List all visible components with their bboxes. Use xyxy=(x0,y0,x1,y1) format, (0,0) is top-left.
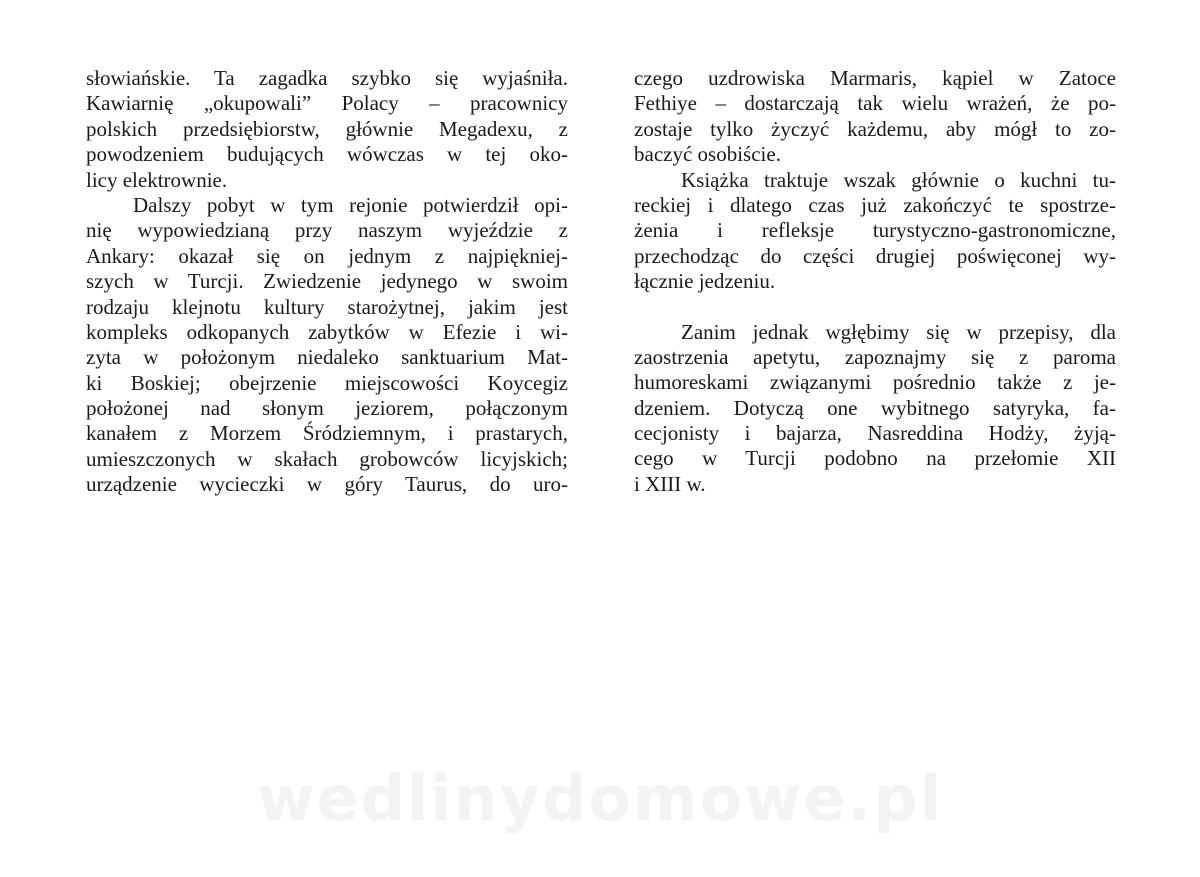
text-line: humoreskami związanymi pośrednio także z je- xyxy=(634,370,1116,395)
text-line: zostaje tylko życzyć każdemu, aby mógł to zo- xyxy=(634,116,1116,141)
text-line: cecjonisty i bajarza, Nasreddina Hodży, żyją- xyxy=(634,421,1116,446)
text-line: polskich przedsiębiorstw, głównie Megadexu, z xyxy=(86,116,568,141)
text-line: dzeniem. Dotyczą one wybitnego satyryka, fa- xyxy=(634,395,1116,420)
text-line: cego w Turcji podobno na przełomie XII xyxy=(634,446,1116,471)
text-line: nię wypowiedzianą przy naszym wyjeździe z xyxy=(86,218,568,243)
text-line: żenia i refleksje turystyczno-gastronomiczne, xyxy=(634,218,1116,243)
text-line: ki Boskiej; obejrzenie miejscowości Koycegiz xyxy=(86,370,568,395)
text-line: Fethiye – dostarczają tak wielu wrażeń, że po- xyxy=(634,91,1116,116)
text-line: słowiańskie. Ta zagadka szybko się wyjaśniła. xyxy=(86,66,568,90)
text-line: przechodząc do części drugiej poświęconej wy- xyxy=(634,243,1116,268)
right-text-column xyxy=(634,66,1116,497)
text-line: powodzeniem budujących wówczas w tej oko- xyxy=(86,142,568,167)
text-line: Kawiarnię „okupowali” Polacy – pracownicy xyxy=(86,91,568,116)
text-line: licy elektrownie. xyxy=(86,167,228,192)
text-line: rodzaju klejnotu kultury starożytnej, jakim jest xyxy=(86,294,568,319)
watermark-text: wedlinydomowe.pl xyxy=(257,762,943,835)
paragraph-first-line: Książka traktuje wszak głównie o kuchni tu- xyxy=(681,167,1116,192)
paragraph-first-line: Zanim jednak wgłębimy się w przepisy, dla xyxy=(681,319,1116,344)
text-line: zyta w położonym niedaleko sanktuarium Mat- xyxy=(86,345,568,370)
text-line: zaostrzenia apetytu, zapoznajmy się z paroma xyxy=(634,344,1116,369)
text-line: łącznie jedzeniu. xyxy=(634,269,776,294)
text-line: szych w Turcji. Zwiedzenie jedynego w swoim xyxy=(86,269,568,294)
text-line: urządzenie wycieczki w góry Taurus, do uro- xyxy=(86,472,568,497)
text-line: umieszczonych w skałach grobowców licyjskich; xyxy=(86,446,568,471)
text-line: kanałem z Morzem Śródziemnym, i prastarych, xyxy=(86,421,568,446)
text-line: kompleks odkopanych zabytków w Efezie i wi- xyxy=(86,319,568,344)
text-line: i XIII w. xyxy=(634,471,706,496)
text-line: reckiej i dlatego czas już zakończyć te spostrze- xyxy=(634,192,1116,217)
paragraph-spacer xyxy=(634,295,1116,320)
text-line: Ankary: okazał się on jednym z najpiękniej- xyxy=(86,243,568,268)
left-text-column xyxy=(86,66,568,498)
paragraph-first-line: Dalszy pobyt w tym rejonie potwierdził opi- xyxy=(133,192,568,217)
text-line: baczyć osobiście. xyxy=(634,142,781,167)
text-line: położonej nad słonym jeziorem, połączonym xyxy=(86,396,568,421)
text-line: czego uzdrowiska Marmaris, kąpiel w Zatoce xyxy=(634,66,1116,90)
